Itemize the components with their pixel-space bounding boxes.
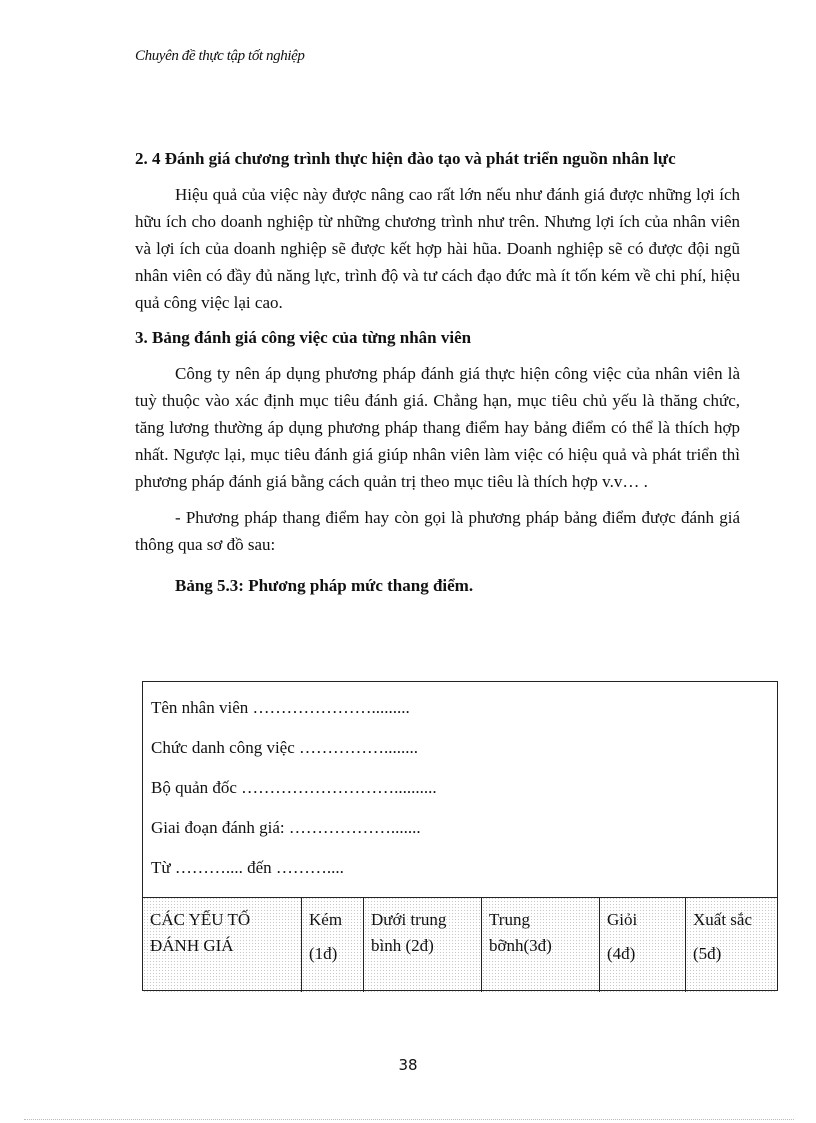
paragraph-3: - Phương pháp thang điểm hay còn gọi là phương pháp bảng điểm được đánh giá thông qua sơ đồ sau: bbox=[135, 508, 740, 554]
job-title-line: Chức danh công việc ……………........ bbox=[151, 738, 419, 757]
footer-divider bbox=[24, 1119, 794, 1120]
excellent-label: Xuất sắc bbox=[693, 910, 753, 929]
average-label: Trung bỡnh(3đ) bbox=[489, 910, 552, 955]
excellent-header bbox=[686, 897, 777, 992]
table-caption: Bảng 5.3: Phương pháp mức thang điểm. bbox=[175, 576, 474, 595]
poor-header bbox=[302, 897, 364, 992]
good-score: (4đ) bbox=[607, 944, 636, 963]
below-average-header bbox=[364, 897, 482, 992]
period-line: Giai đoạn đánh giá: ………………....... bbox=[151, 818, 421, 837]
factors-label: CÁC YẾU TỐ ĐÁNH GIÁ bbox=[150, 910, 251, 955]
paragraph-2: Công ty nên áp dụng phương pháp đánh giá thực hiện công việc của nhân viên là tuỳ thuộc vào xác định mục tiêu đánh giá. Chẳng hạn, mục tiêu chủ yếu là thăng chức, tăng lương thường áp dụng phương pháp thang điểm hay bảng điểm có thể là thích hợp nhất. Ngược lại, mục tiêu đánh giá giúp nhân viên làm việc có hiệu quả và phát triển thì phương pháp đánh giá bằng cách quản trị theo mục tiêu là thích hợp v.v… . bbox=[135, 364, 740, 491]
page-number: 38 bbox=[398, 1056, 418, 1074]
supervisor-line: Bộ quản đốc ……………………….......... bbox=[151, 778, 437, 797]
criteria-header-row bbox=[143, 897, 777, 992]
excellent-score: (5đ) bbox=[693, 944, 722, 963]
poor-score: (1đ) bbox=[309, 944, 338, 963]
paragraph-1: Hiệu quả của việc này được nâng cao rất lớn nếu như đánh giá được những lợi ích hữu ích cho doanh nghiệp từ những chương trình như trên. Nhưng lợi ích của nhân viên và lợi ích của doanh nghiệp sẽ được kết hợp hài hũa. Doanh nghiệp sẽ có được đội ngũ nhân viên có đầy đủ năng lực, trình độ và tư cách đạo đức mà ít tốn kém về chi phí, hiệu quả công việc lại cao. bbox=[135, 185, 740, 312]
employee-info-block bbox=[143, 682, 777, 898]
running-header: Chuyên đề thực tập tốt nghiệp bbox=[135, 48, 305, 64]
from-to-line: Từ ……….... đến ……….... bbox=[151, 858, 344, 877]
average-header bbox=[482, 897, 600, 992]
below-average-label: Dưới trung bình (2đ) bbox=[371, 910, 447, 955]
factors-header bbox=[143, 897, 302, 992]
rating-scale-table bbox=[142, 681, 778, 991]
good-header bbox=[600, 897, 686, 992]
good-label: Giỏi bbox=[607, 910, 638, 929]
section-heading: 2. 4 Đánh giá chương trình thực hiện đào tạo và phát triển nguồn nhân lực bbox=[135, 149, 676, 168]
section-3-heading: 3. Bảng đánh giá công việc của từng nhân viên bbox=[135, 328, 472, 347]
employee-name-line: Tên nhân viên …………………......... bbox=[151, 698, 410, 717]
poor-label: Kém bbox=[309, 910, 343, 929]
body-content bbox=[135, 145, 740, 599]
